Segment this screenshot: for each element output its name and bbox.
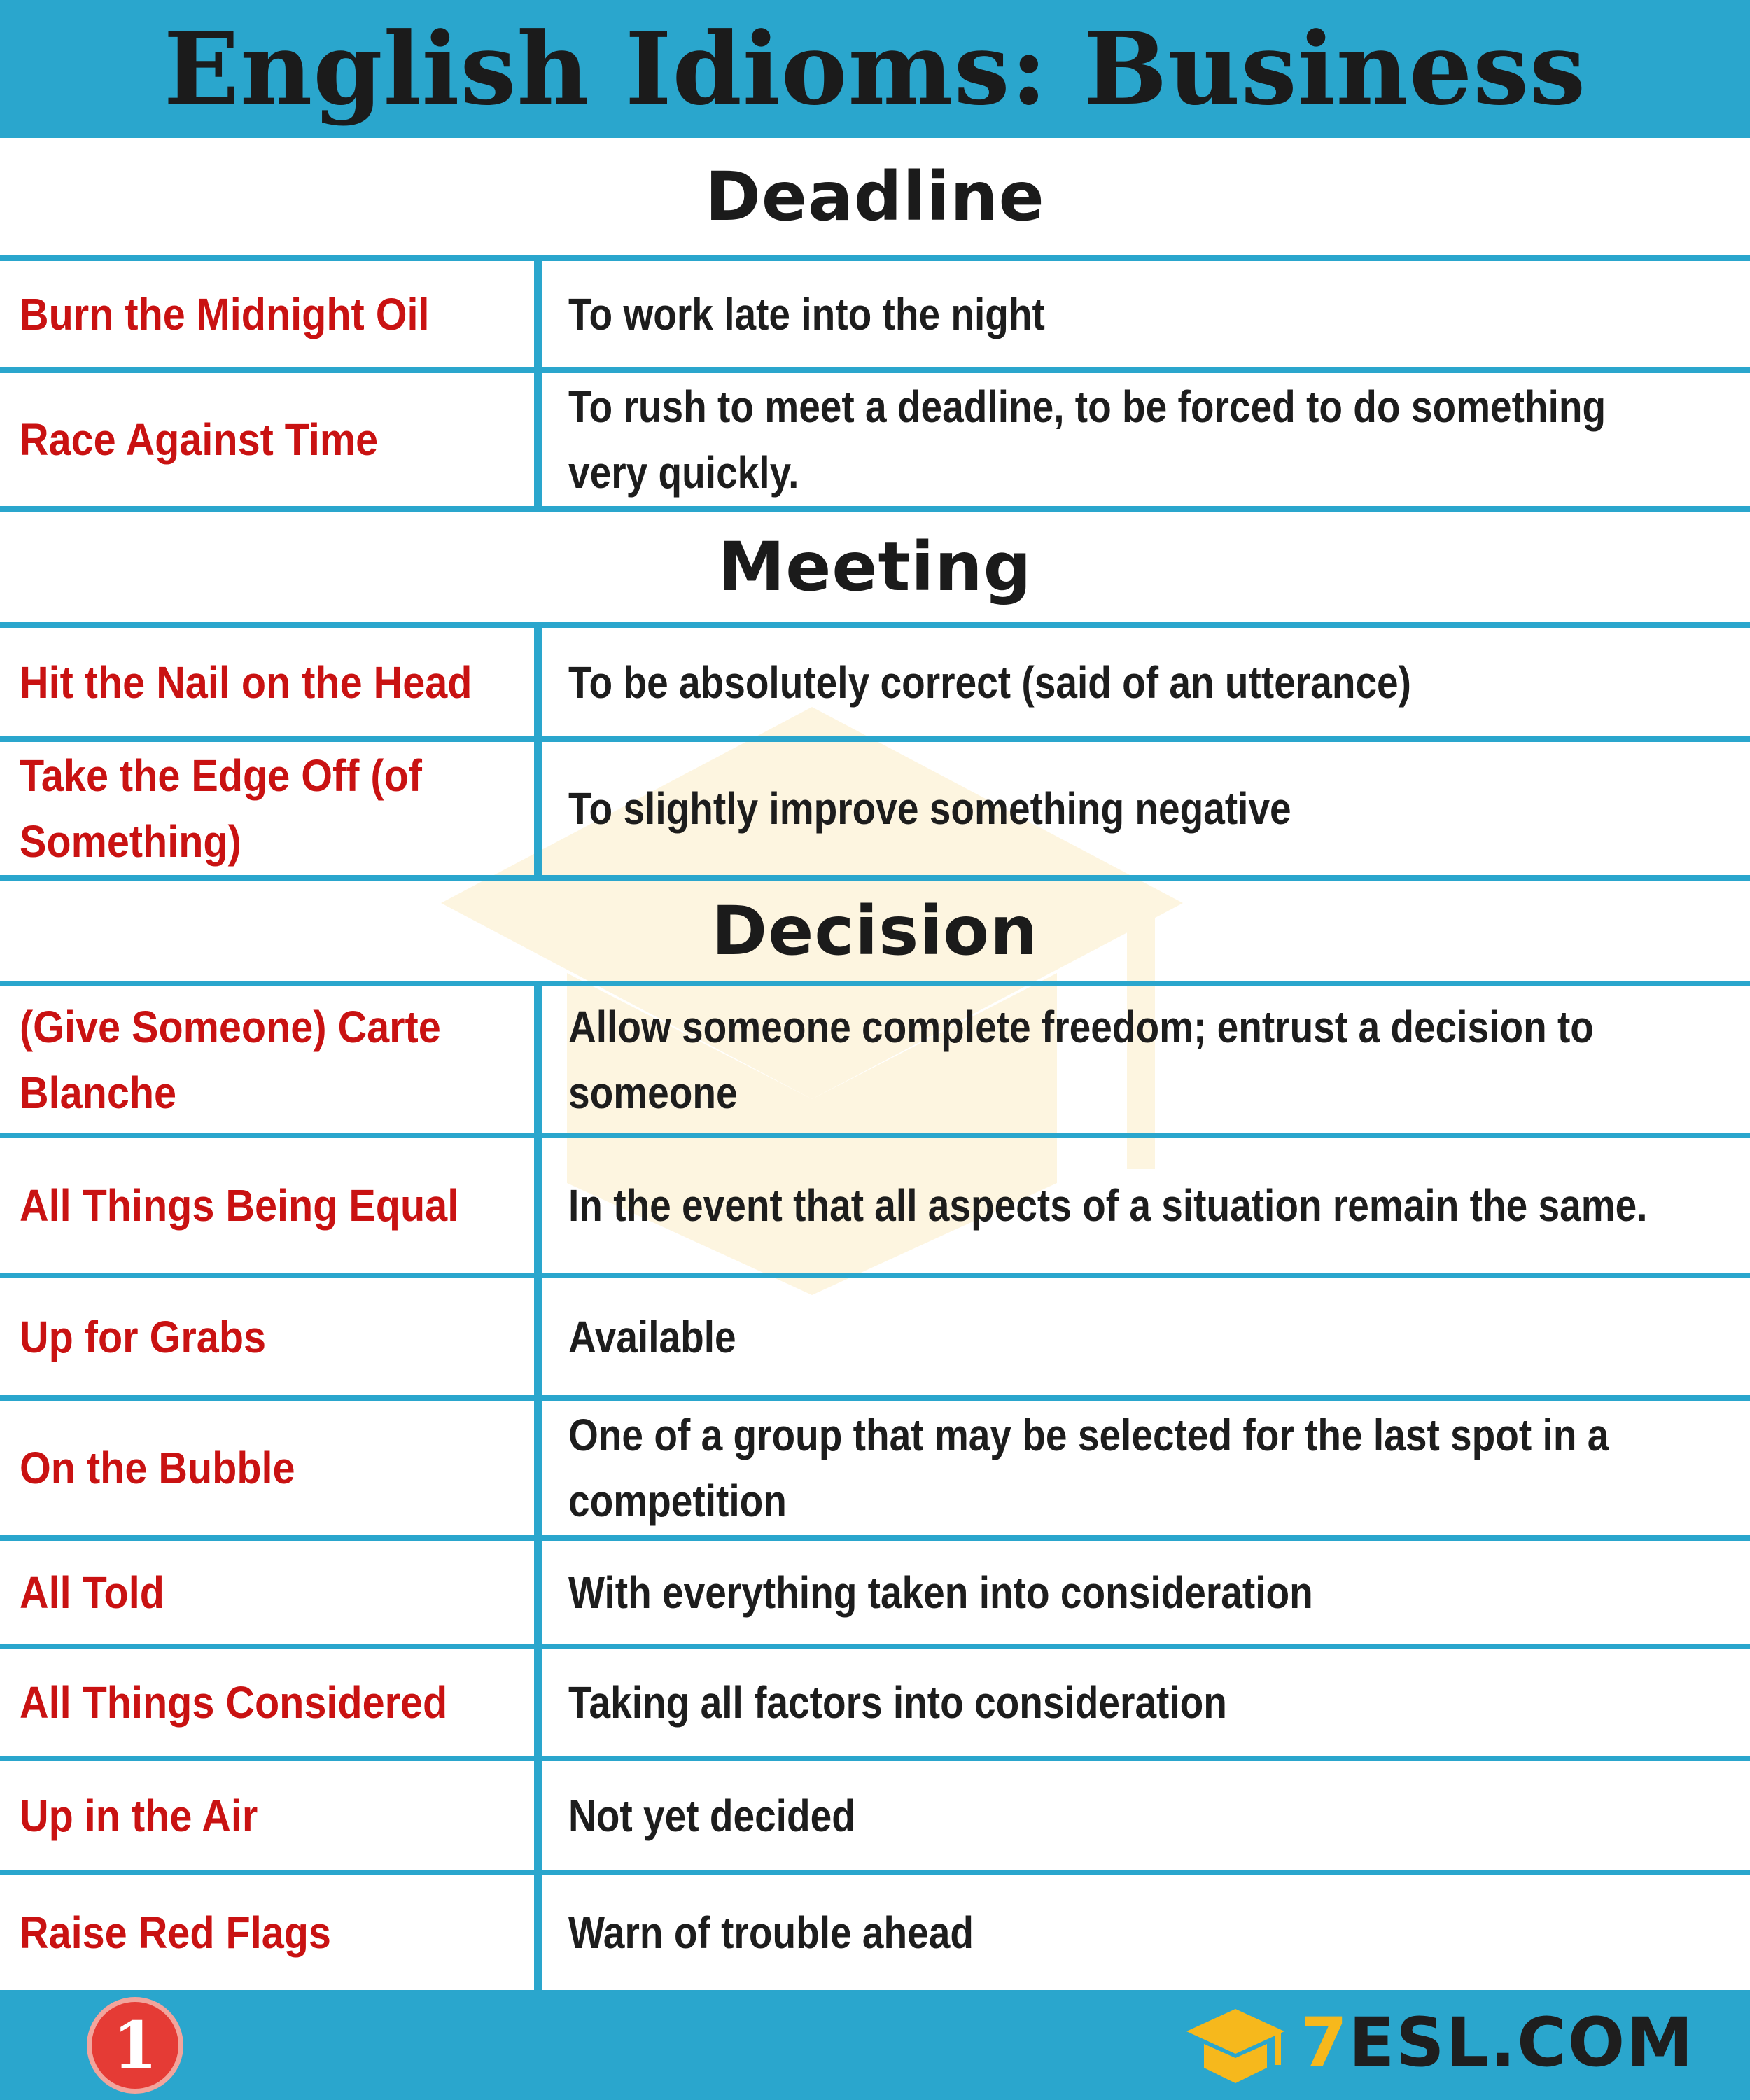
row-divider bbox=[0, 1133, 1750, 1138]
row-divider bbox=[0, 1395, 1750, 1401]
row-divider bbox=[0, 1535, 1750, 1541]
site-logo bbox=[1301, 2003, 1695, 2082]
page-number-badge: 1 bbox=[87, 1997, 183, 2094]
logo-digit: 7 bbox=[1301, 2003, 1349, 2082]
logo-text: ESL.COM bbox=[1348, 2003, 1695, 2082]
idiom-term: (Give Someone) Carte Blanche bbox=[20, 1001, 441, 1118]
row-divider bbox=[0, 368, 1750, 373]
row-divider bbox=[0, 981, 1750, 986]
row-divider bbox=[0, 255, 1750, 261]
row-divider bbox=[0, 875, 1750, 881]
section-heading-deadline: Deadline bbox=[705, 158, 1045, 236]
idiom-definition: To work late into the night bbox=[568, 289, 1045, 340]
idiom-term: Raise Red Flags bbox=[20, 1907, 331, 1958]
page-title: English Idioms: Business bbox=[163, 10, 1587, 127]
idiom-definition: To be absolutely correct (said of an utterance) bbox=[568, 657, 1411, 708]
row-divider bbox=[0, 736, 1750, 742]
idiom-definition: Taking all factors into consideration bbox=[568, 1677, 1227, 1728]
idiom-term: Up for Grabs bbox=[20, 1311, 267, 1362]
idiom-term: Take the Edge Off (of Something) bbox=[20, 750, 422, 867]
idiom-definition: To slightly improve something negative bbox=[568, 783, 1292, 834]
idiom-term: All Told bbox=[20, 1567, 164, 1618]
row-divider bbox=[0, 506, 1750, 512]
idiom-definition: In the event that all aspects of a situation remain the same. bbox=[568, 1180, 1648, 1231]
idiom-definition: To rush to meet a deadline, to be forced to do something very quickly. bbox=[568, 382, 1606, 498]
row-divider bbox=[0, 1644, 1750, 1649]
idiom-definition: With everything taken into consideration bbox=[568, 1567, 1313, 1618]
idiom-term: Burn the Midnight Oil bbox=[20, 289, 430, 340]
column-divider bbox=[534, 986, 542, 1990]
idiom-definition: Allow someone complete freedom; entrust a decision to someone bbox=[568, 1001, 1594, 1118]
row-divider bbox=[0, 1756, 1750, 1761]
section-heading-meeting: Meeting bbox=[718, 528, 1032, 606]
idiom-term: Up in the Air bbox=[20, 1790, 258, 1841]
idiom-term: On the Bubble bbox=[20, 1443, 295, 1493]
idiom-definition: Warn of trouble ahead bbox=[568, 1907, 974, 1958]
column-divider bbox=[534, 261, 542, 506]
idiom-term: Race Against Time bbox=[20, 414, 379, 465]
idiom-definition: Available bbox=[568, 1311, 736, 1362]
row-divider bbox=[0, 622, 1750, 628]
idiom-term: All Things Considered bbox=[20, 1677, 448, 1728]
idiom-term: All Things Being Equal bbox=[20, 1180, 459, 1231]
idiom-definition: Not yet decided bbox=[568, 1790, 855, 1841]
idiom-definition: One of a group that may be selected for the last spot in a competition bbox=[568, 1410, 1609, 1526]
header-bar bbox=[0, 0, 1750, 138]
graduation-cap-logo-icon bbox=[1183, 2003, 1288, 2087]
row-divider bbox=[0, 1870, 1750, 1875]
row-divider bbox=[0, 1273, 1750, 1278]
section-heading-decision: Decision bbox=[711, 891, 1039, 970]
column-divider bbox=[534, 628, 542, 875]
idiom-term: Hit the Nail on the Head bbox=[20, 657, 472, 708]
